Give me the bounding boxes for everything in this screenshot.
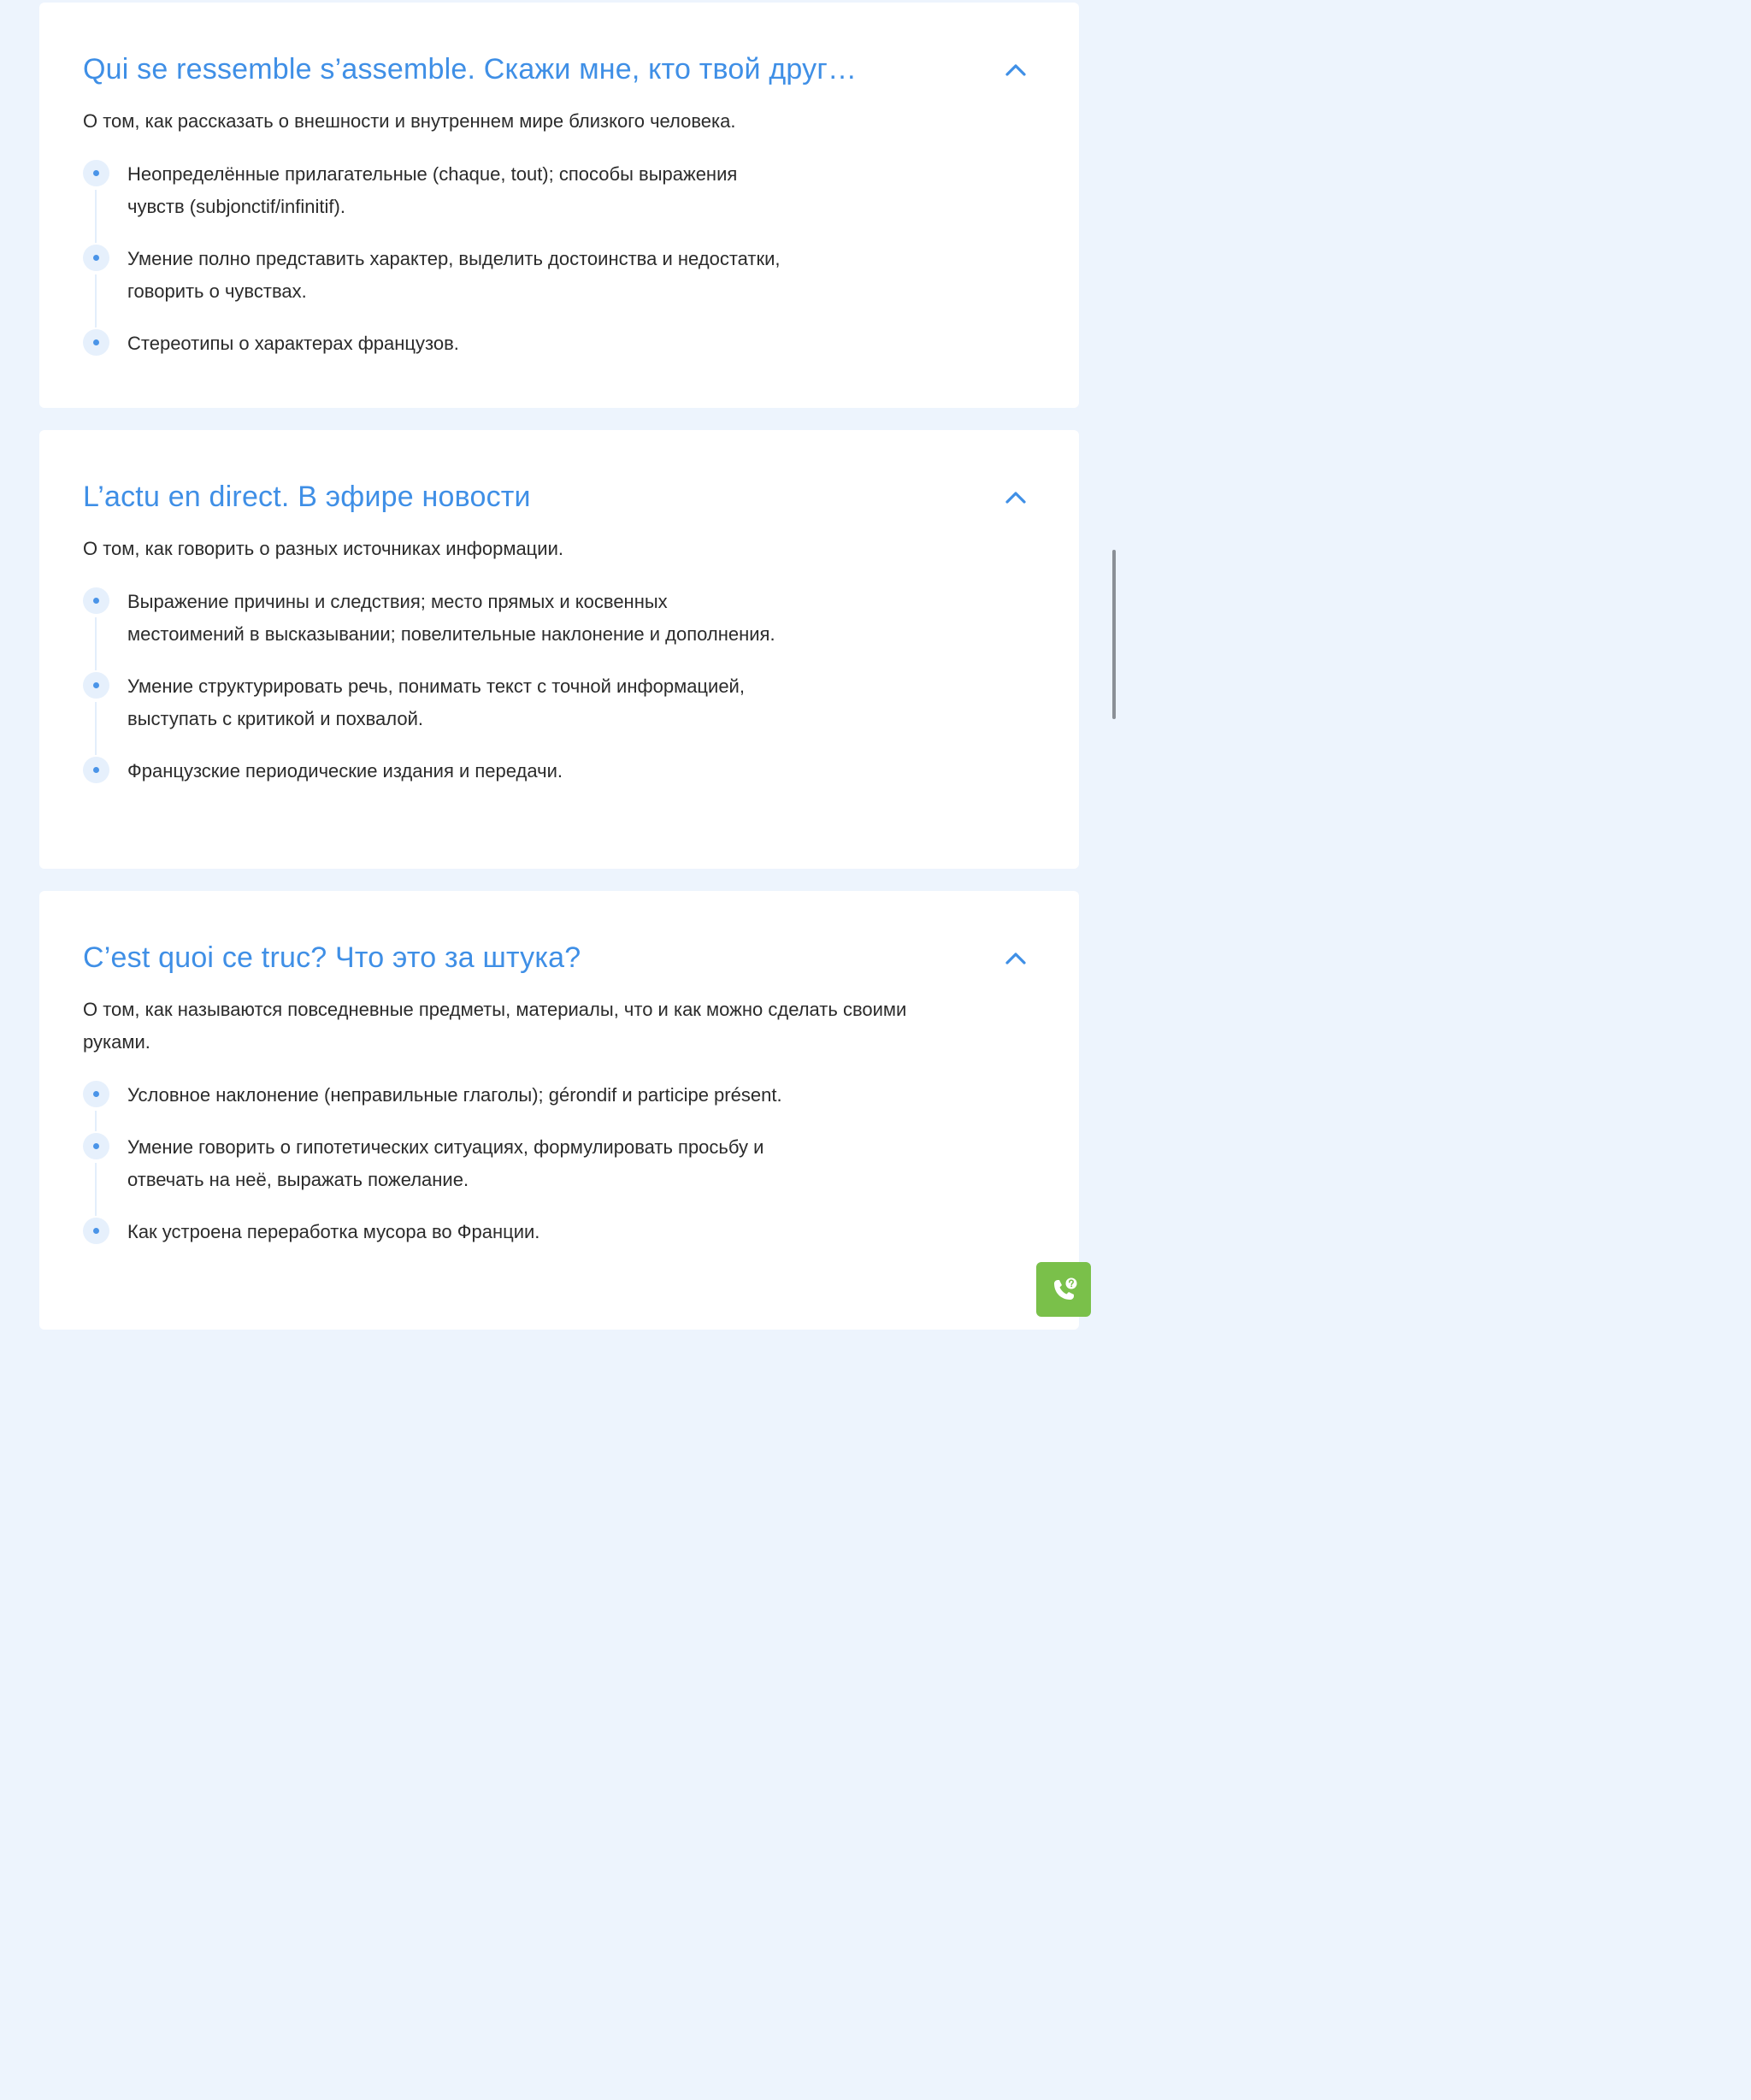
- list-item-text: Умение говорить о гипотетических ситуациях, формулировать просьбу и отвечать на неё, выражать пожелание.: [127, 1136, 764, 1190]
- bullet-dot-icon: [83, 245, 109, 271]
- card-description: О том, как называются повседневные предметы, материалы, что и как можно сделать своими руками.: [83, 999, 907, 1053]
- callback-button[interactable]: [1036, 1262, 1091, 1317]
- topic-card-3: [39, 891, 1079, 1330]
- timeline-connector: [95, 702, 97, 755]
- card-description: О том, как говорить о разных источниках информации.: [83, 538, 563, 559]
- timeline-connector: [95, 617, 97, 670]
- chevron-up-icon: [1000, 944, 1031, 971]
- list-item: [83, 1079, 784, 1112]
- list-item-text: Выражение причины и следствия; место прямых и косвенных местоимений в высказывании; повелительные наклонение и дополнения.: [127, 591, 775, 645]
- list-item: [83, 670, 784, 735]
- list-item: [83, 586, 784, 651]
- collapse-toggle[interactable]: [1000, 944, 1031, 971]
- list-item: [83, 327, 784, 360]
- chevron-up-icon: [1000, 56, 1031, 83]
- page-scrollbar[interactable]: [1112, 550, 1116, 719]
- bullet-dot-icon: [83, 1133, 109, 1159]
- timeline-connector: [95, 274, 97, 327]
- card-description: О том, как рассказать о внешности и внутреннем мире близкого человека.: [83, 110, 736, 132]
- topic-card-1: [39, 3, 1079, 408]
- collapse-toggle[interactable]: [1000, 56, 1031, 83]
- bullet-dot-icon: [83, 587, 109, 614]
- list-item-text: Французские периодические издания и передачи.: [127, 760, 563, 782]
- bullet-dot-icon: [83, 757, 109, 783]
- phone-question-icon: [1048, 1276, 1079, 1305]
- chevron-up-icon: [1000, 483, 1031, 510]
- timeline-connector: [95, 1163, 97, 1216]
- list-item: [83, 243, 784, 308]
- bullet-dot-icon: [83, 160, 109, 186]
- list-item: [83, 755, 784, 788]
- collapse-toggle[interactable]: [1000, 483, 1031, 510]
- list-item-text: Неопределённые прилагательные (chaque, tout); способы выражения чувств (subjonctif/infinitif).: [127, 163, 738, 217]
- list-item-text: Стереотипы о характерах французов.: [127, 333, 459, 354]
- list-item: [83, 1131, 784, 1196]
- topic-list: [83, 586, 784, 788]
- list-item-text: Условное наклонение (неправильные глаголы); gérondif и participe présent.: [127, 1084, 782, 1106]
- topic-list: [83, 158, 784, 360]
- topic-card-2: [39, 430, 1079, 869]
- bullet-dot-icon: [83, 329, 109, 356]
- card-title[interactable]: C’est quoi ce truc? Что это за штука?: [83, 941, 581, 974]
- timeline-connector: [95, 190, 97, 243]
- card-title[interactable]: L’actu en direct. В эфире новости: [83, 481, 531, 513]
- topic-list: [83, 1079, 784, 1248]
- bullet-dot-icon: [83, 1081, 109, 1107]
- list-item-text: Умение полно представить характер, выделить достоинства и недостатки, говорить о чувствах.: [127, 248, 781, 302]
- list-item-text: Умение структурировать речь, понимать текст с точной информацией, выступать с критикой и похвалой.: [127, 675, 745, 729]
- list-item: [83, 158, 784, 223]
- list-item: [83, 1216, 784, 1248]
- list-item-text: Как устроена переработка мусора во Франции.: [127, 1221, 540, 1242]
- bullet-dot-icon: [83, 1218, 109, 1244]
- timeline-connector: [95, 1111, 97, 1131]
- card-title[interactable]: Qui se ressemble s’assemble. Скажи мне, кто твой друг…: [83, 53, 858, 86]
- bullet-dot-icon: [83, 672, 109, 699]
